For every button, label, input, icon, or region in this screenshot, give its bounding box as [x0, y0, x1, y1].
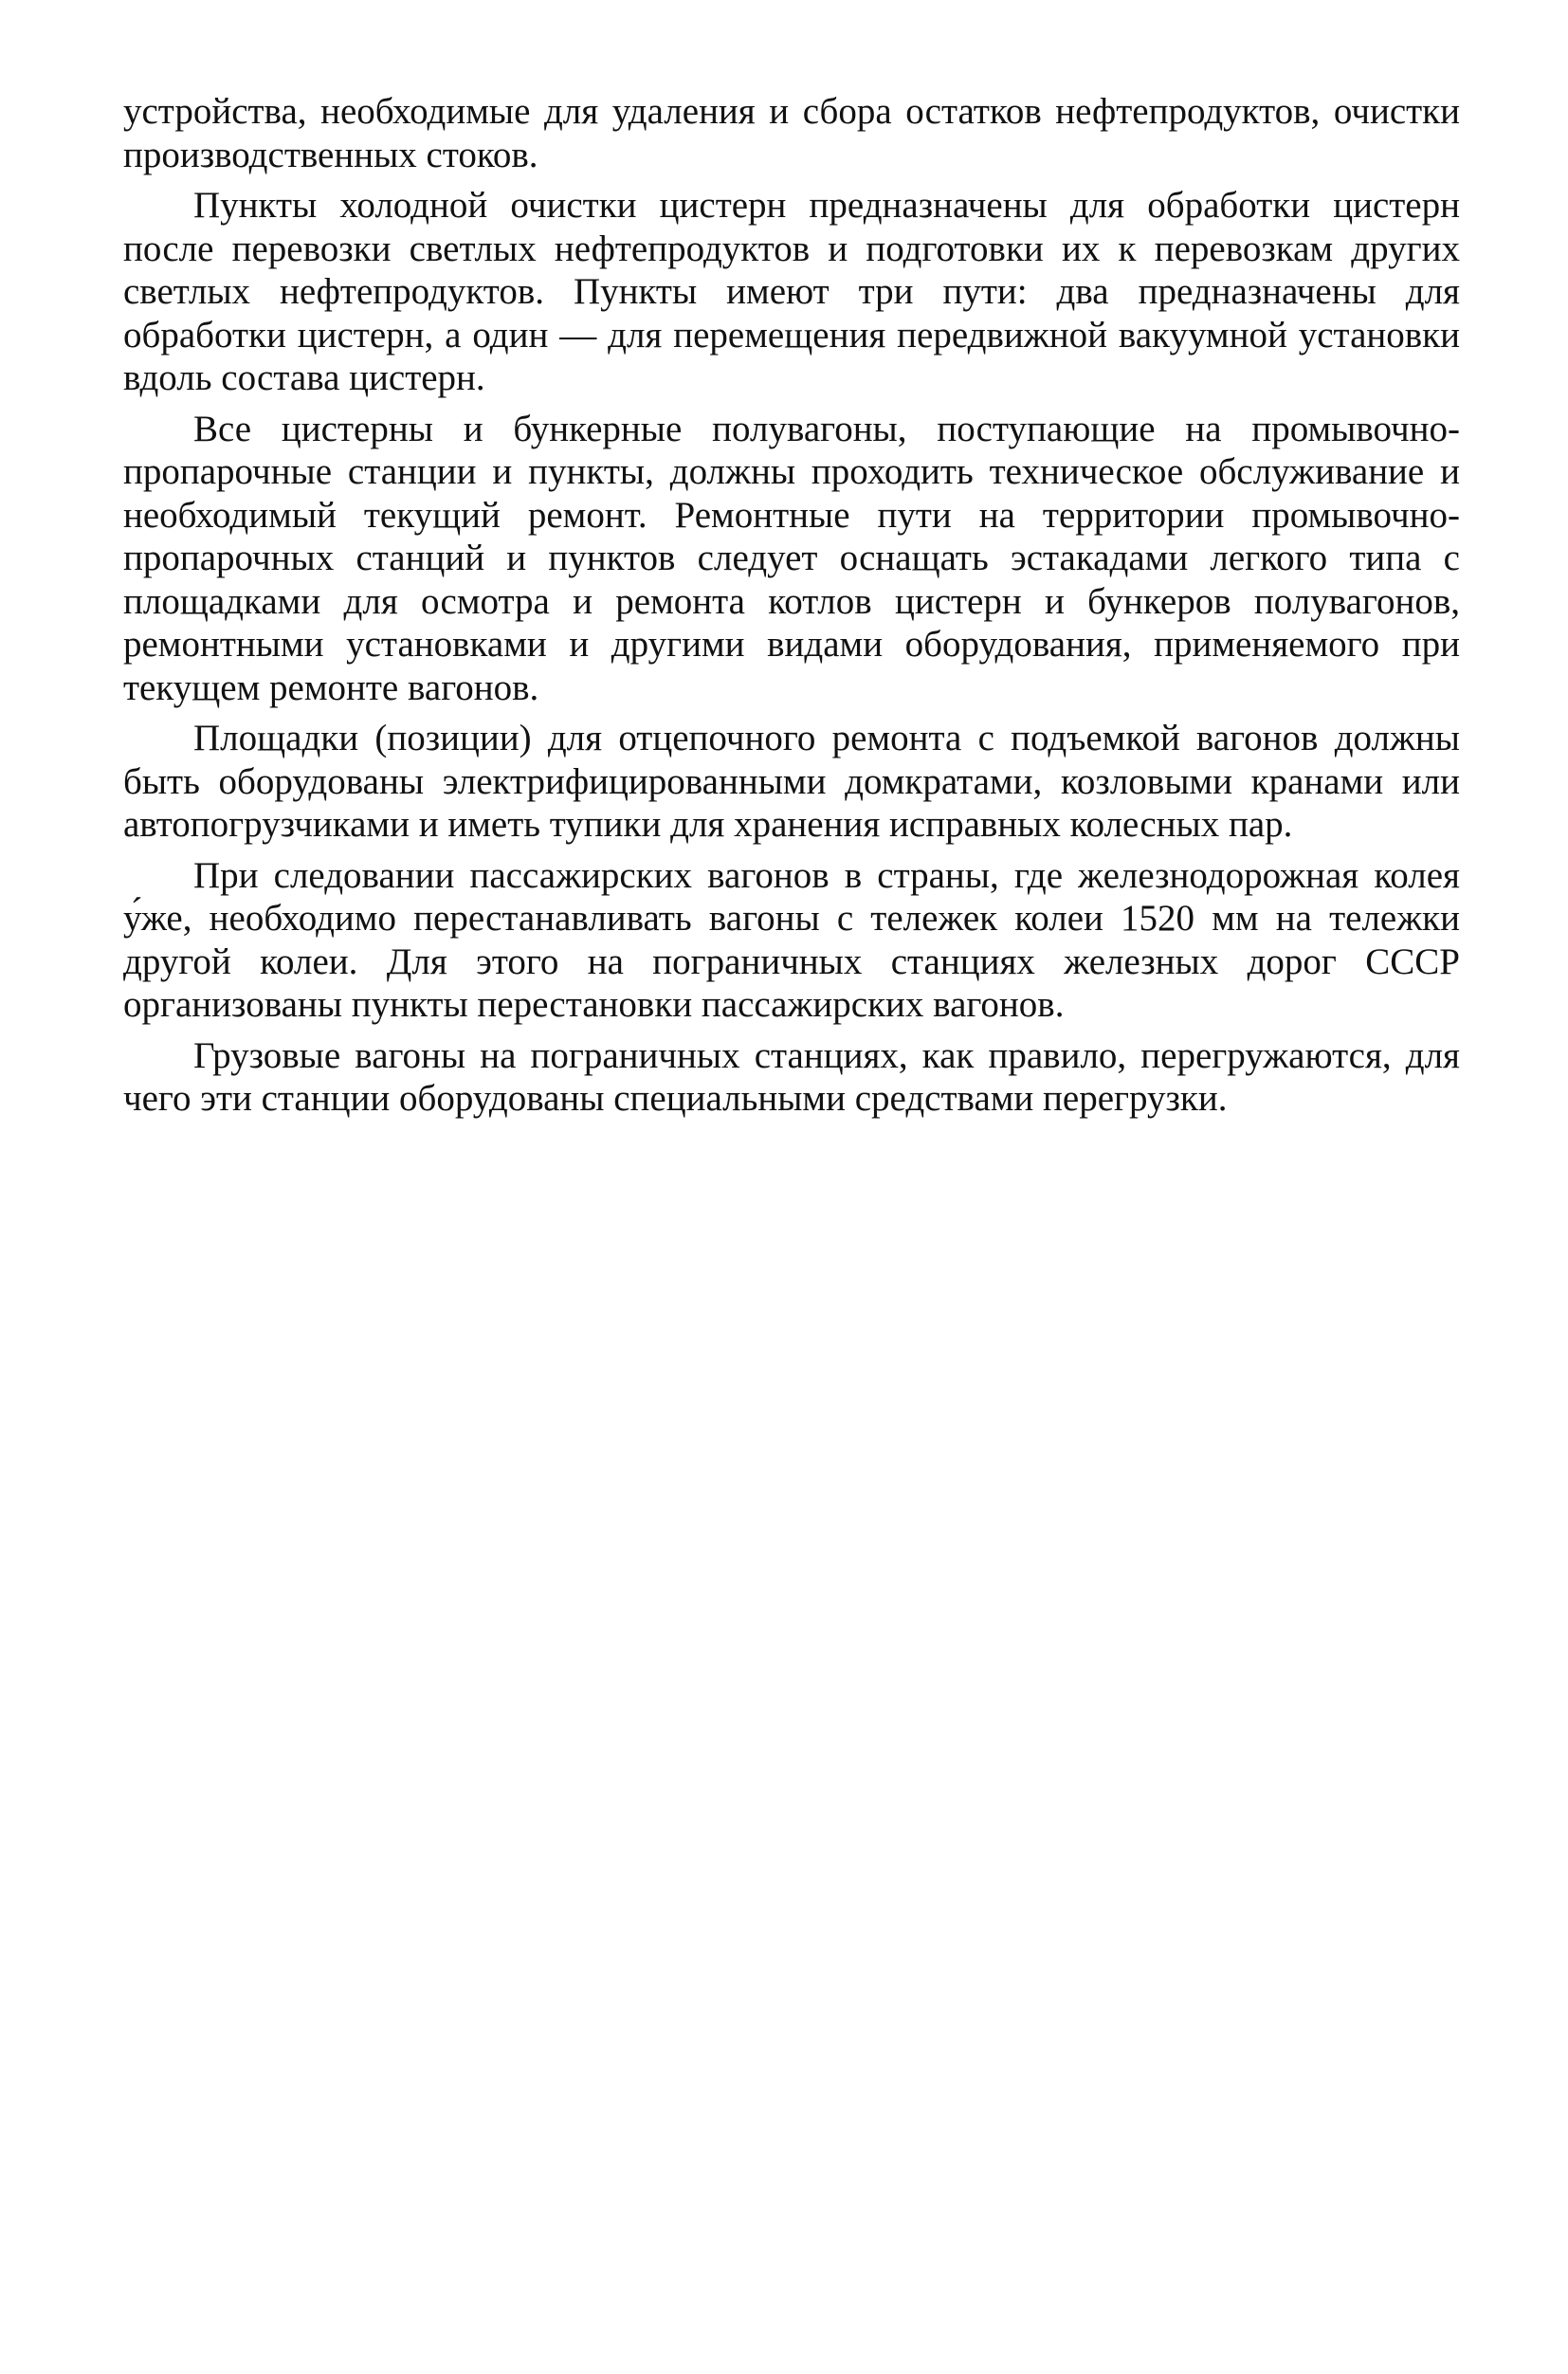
paragraph-freight-cars: Грузовые вагоны на пограничных станциях, как правило, перегружаются, для чего эти станции оборудованы специальными средствами перегрузки. [123, 1034, 1460, 1119]
paragraph-continuation: устройства, необходимые для удаления и сбора остатков нефтепродуктов, очистки производственных стоков. [123, 91, 1460, 175]
paragraph-repair-platforms: Площадки (позиции) для отцепочного ремонта с подъемкой вагонов должны быть оборудованы электрифицированными домкратами, козловыми кранами или автопогрузчиками и иметь тупики для хранения исправных колесных пар. [123, 718, 1460, 845]
document-page [123, 90, 1460, 1128]
paragraph-maintenance: Все цистерны и бункерные полувагоны, поступающие на промывочно-пропарочные станции и пункты, должны проходить техническое обслуживание и необходимый текущий ремонт. Ремонтные пути на территории промывочно-пропарочных станций и пунктов следует оснащать эстакадами легкого типа с площадками для осмотра и ремонта котлов цистерн и бункеров полувагонов, ремонтными установками и другими видами оборудования, применяемого при текущем ремонте вагонов. [123, 408, 1460, 708]
paragraph-cold-cleaning-points: Пункты холодной очистки цистерн предназначены для обработки цистерн после перевозки светлых нефтепродуктов и подготовки их к перевозкам других светлых нефтепродуктов. Пункты имеют три пути: два предназначены для обработки цистерн, а один — для перемещения передвижной вакуумной установки вдоль состава цистерн. [123, 185, 1460, 398]
paragraph-passenger-cars: При следовании пассажирских вагонов в страны, где железнодорожная колея у́же, необходимо перестанавливать вагоны с тележек колеи 1520 мм на тележки другой колеи. Для этого на пограничных станциях железных дорог СССР организованы пункты перестановки пассажирских вагонов. [123, 854, 1460, 1025]
